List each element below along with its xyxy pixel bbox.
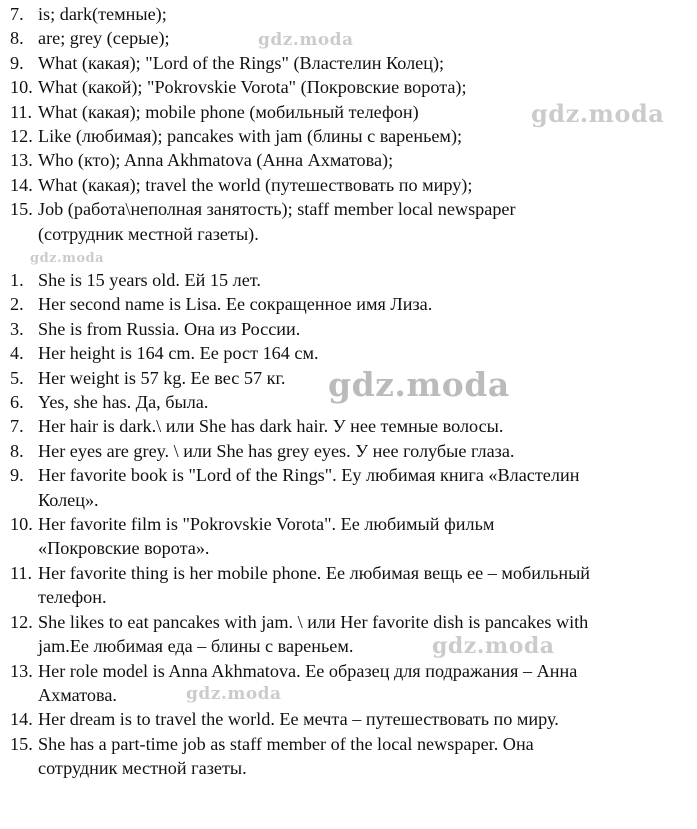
answer-list-b: [10, 268, 694, 781]
item-number: 3.: [10, 318, 24, 339]
item-text: Her favorite thing is her mobile phone. Ее любимая вещь ее – мобильный: [38, 562, 591, 583]
list-item: [10, 2, 694, 26]
item-number: 10.: [10, 514, 33, 535]
item-text: Her favorite film is "Pokrovskie Vorota". Ее любимый фильм: [38, 514, 495, 535]
item-text: She is 15 years old. Ей 15 лет.: [38, 270, 261, 290]
item-text: Like (любимая); pancakes with jam (блины с вареньем);: [38, 126, 463, 147]
item-number: 15.: [10, 199, 33, 220]
list-item: [10, 463, 694, 512]
item-number: 8.: [10, 440, 24, 461]
item-number: 9.: [10, 52, 24, 73]
item-text: Her dream is to travel the world. Ее мечта – путешествовать по миру.: [38, 709, 559, 730]
item-text-continued: сотрудник местной газеты.: [38, 758, 247, 779]
item-number: 12.: [10, 126, 33, 147]
item-text: Her favorite book is "Lord of the Rings". Еу любимая книга «Властелин: [38, 465, 580, 486]
list-item: [10, 268, 694, 292]
list-item: [10, 610, 694, 659]
item-text: Who (кто); Anna Akhmatova (Анна Ахматова);: [38, 150, 394, 171]
list-item: [10, 148, 694, 172]
item-number: 8.: [10, 28, 24, 49]
item-number: 2.: [10, 294, 24, 315]
item-text: Her eyes are grey. \ или She has grey eyes. У нее голубые глаза.: [38, 440, 515, 461]
list-item: [10, 414, 694, 438]
item-number: 14.: [10, 709, 33, 730]
item-number: 11.: [10, 101, 33, 122]
watermark: gdz.moda: [258, 30, 354, 50]
item-text: Her role model is Anna Akhmatova. Ее образец для подражания – Анна: [38, 660, 578, 681]
item-number: 6.: [10, 392, 24, 413]
item-number: 15.: [10, 733, 33, 754]
watermark: gdz.moda: [531, 99, 665, 128]
item-number: 5.: [10, 367, 24, 388]
list-item: [10, 51, 694, 75]
item-text: She likes to eat pancakes with jam. \ или Her favorite dish is pancakes with: [38, 611, 589, 632]
item-number: 7.: [10, 416, 24, 437]
item-text: Her height is 164 cm. Ее рост 164 см.: [38, 343, 319, 364]
item-text: Her second name is Lisa. Ее сокращенное имя Лиза.: [38, 294, 433, 315]
item-number: 12.: [10, 611, 33, 632]
item-text: Her hair is dark.\ или She has dark hair. У нее темные волосы.: [38, 416, 504, 437]
list-item: [10, 317, 694, 341]
item-text: What (какая); mobile phone (мобильный телефон): [38, 101, 419, 122]
item-number: 10.: [10, 77, 33, 98]
item-text-continued: «Покровские ворота».: [38, 538, 210, 559]
list-item: [10, 707, 694, 731]
list-item: [10, 659, 694, 708]
item-number: 11.: [10, 562, 33, 583]
list-item: [10, 292, 694, 316]
watermark: gdz.moda: [186, 684, 282, 704]
list-item: [10, 341, 694, 365]
list-item: [10, 173, 694, 197]
watermark: gdz.moda: [328, 365, 510, 404]
list-item: [10, 75, 694, 99]
item-number: 1.: [10, 270, 24, 290]
item-text: are; grey (серые);: [38, 28, 170, 49]
item-text-continued: (сотрудник местной газеты).: [38, 223, 259, 244]
item-number: 14.: [10, 174, 33, 195]
item-text-continued: Колец».: [38, 489, 99, 510]
item-text-continued: Ахматова.: [38, 684, 117, 705]
item-text-continued: jam.Ее любимая еда – блины с вареньем.: [38, 636, 354, 657]
item-text-continued: телефон.: [38, 587, 107, 608]
item-text: What (какая); "Lord of the Rings" (Властелин Колец);: [38, 52, 445, 73]
item-number: 13.: [10, 150, 33, 171]
item-number: 13.: [10, 660, 33, 681]
item-number: 4.: [10, 343, 24, 364]
watermark: gdz.moda: [432, 633, 555, 659]
item-text: She is from Russia. Она из России.: [38, 318, 301, 339]
list-item: [10, 561, 694, 610]
item-number: 7.: [10, 4, 24, 24]
item-text: Job (работа\неполная занятость); staff member local newspaper: [38, 199, 516, 220]
item-text: Yes, she has. Да, была.: [38, 392, 209, 413]
item-text: What (какая); travel the world (путешествовать по миру);: [38, 174, 473, 195]
item-text: Her weight is 57 kg. Ее вес 57 кг.: [38, 367, 286, 388]
item-text: She has a part-time job as staff member of the local newspaper. Она: [38, 733, 534, 754]
watermark: gdz.moda: [30, 251, 105, 266]
item-text: is; dark(темные);: [38, 4, 167, 24]
item-text: What (какой); "Pokrovskie Vorota" (Покровские ворота);: [38, 77, 467, 98]
list-item: [10, 512, 694, 561]
list-item: [10, 197, 694, 246]
item-number: 9.: [10, 465, 24, 486]
list-item: [10, 439, 694, 463]
list-item: [10, 732, 694, 781]
